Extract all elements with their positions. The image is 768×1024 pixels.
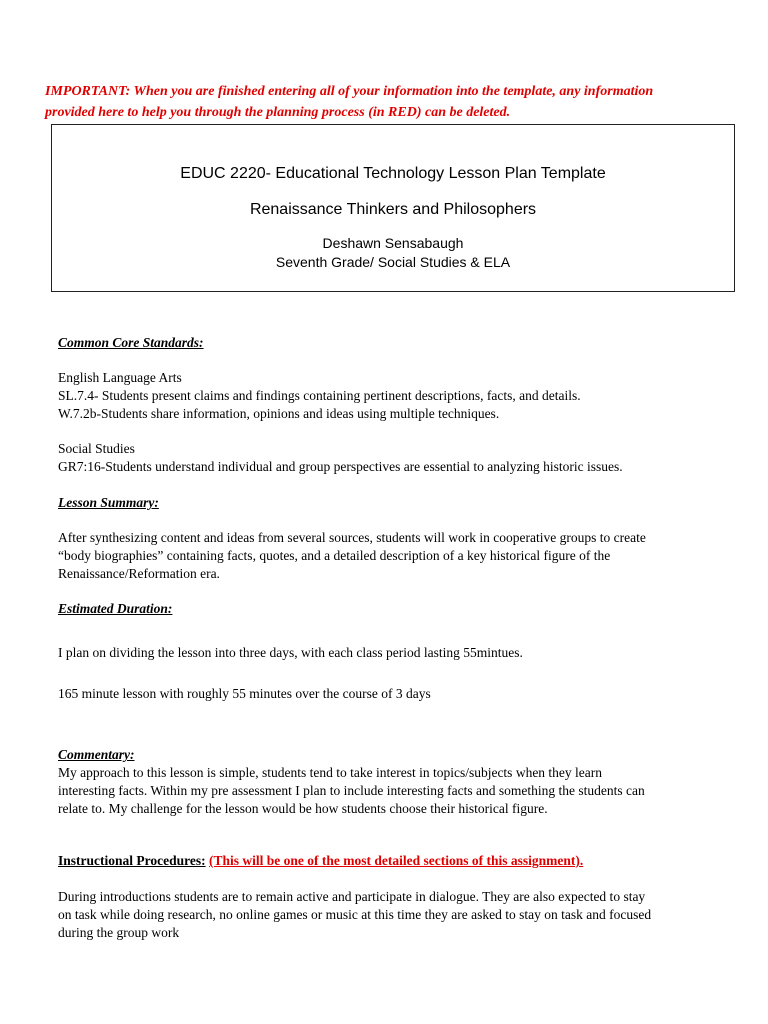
standards-heading: Common Core Standards: xyxy=(58,335,204,350)
procedures-line-2: on task while doing research, no online games or music at this time they are asked to stay on task and focused xyxy=(58,907,652,922)
procedures-line-3: during the group work xyxy=(58,925,180,940)
standards-section xyxy=(58,334,204,352)
commentary-line-1: My approach to this lesson is simple, students tend to take interest in topics/subjects when they learn xyxy=(58,765,603,780)
summary-line-2: “body biographies” containing facts, quotes, and a detailed description of a key historical figure of the xyxy=(58,548,611,563)
procedures-heading: Instructional Procedures: xyxy=(58,853,206,868)
commentary-line-2: interesting facts. Within my pre assessment I plan to include interesting facts and something the students can xyxy=(58,783,645,798)
commentary-section xyxy=(58,746,645,818)
important-notice xyxy=(45,81,735,123)
procedures-note: (This will be one of the most detailed sections of this assignment). xyxy=(209,853,584,868)
document-title: EDUC 2220- Educational Technology Lesson Plan Template xyxy=(180,165,606,182)
summary-line-3: Renaissance/Reformation era. xyxy=(58,566,220,581)
lesson-title: Renaissance Thinkers and Philosophers xyxy=(249,201,537,218)
commentary-heading: Commentary: xyxy=(58,747,135,762)
procedures-line-1: During introductions students are to remain active and participate in dialogue. They are also expected to stay xyxy=(58,889,646,904)
ela-standard-2: W.7.2b-Students share information, opinions and ideas using multiple techniques. xyxy=(58,406,500,421)
duration-line-2: 165 minute lesson with roughly 55 minutes over the course of 3 days xyxy=(58,686,431,701)
commentary-line-3: relate to. My challenge for the lesson would be how students choose their historical figure. xyxy=(58,801,548,816)
duration-line-1: I plan on dividing the lesson into three days, with each class period lasting 55mintues. xyxy=(58,645,523,660)
duration-heading: Estimated Duration: xyxy=(58,601,173,616)
ss-label: Social Studies xyxy=(58,441,135,456)
ela-standard-1: SL.7.4- Students present claims and findings containing pertinent descriptions, facts, and details. xyxy=(58,388,581,403)
grade-subject: Seventh Grade/ Social Studies & ELA xyxy=(275,254,511,270)
ela-standards xyxy=(58,369,581,423)
duration-heading-wrap xyxy=(58,600,172,618)
ss-standard-1: GR7:16-Students understand individual and group perspectives are essential to analyzing historic issues. xyxy=(58,459,623,474)
summary-body xyxy=(58,529,646,583)
ela-label: English Language Arts xyxy=(58,370,182,385)
important-notice-line-1: IMPORTANT: When you are finished entering all of your information into the template, any information xyxy=(45,84,654,99)
procedures-body xyxy=(58,888,651,942)
title-box xyxy=(51,124,735,292)
important-notice-line-2: provided here to help you through the planning process (in RED) can be deleted. xyxy=(45,105,511,120)
summary-line-1: After synthesizing content and ideas from several sources, students will work in cooperative groups to create xyxy=(58,530,646,545)
summary-heading: Lesson Summary: xyxy=(58,495,159,510)
author-name: Deshawn Sensabaugh xyxy=(322,235,464,251)
summary-heading-wrap xyxy=(58,494,159,512)
procedures-heading-wrap xyxy=(58,852,583,870)
ss-standards xyxy=(58,440,623,476)
